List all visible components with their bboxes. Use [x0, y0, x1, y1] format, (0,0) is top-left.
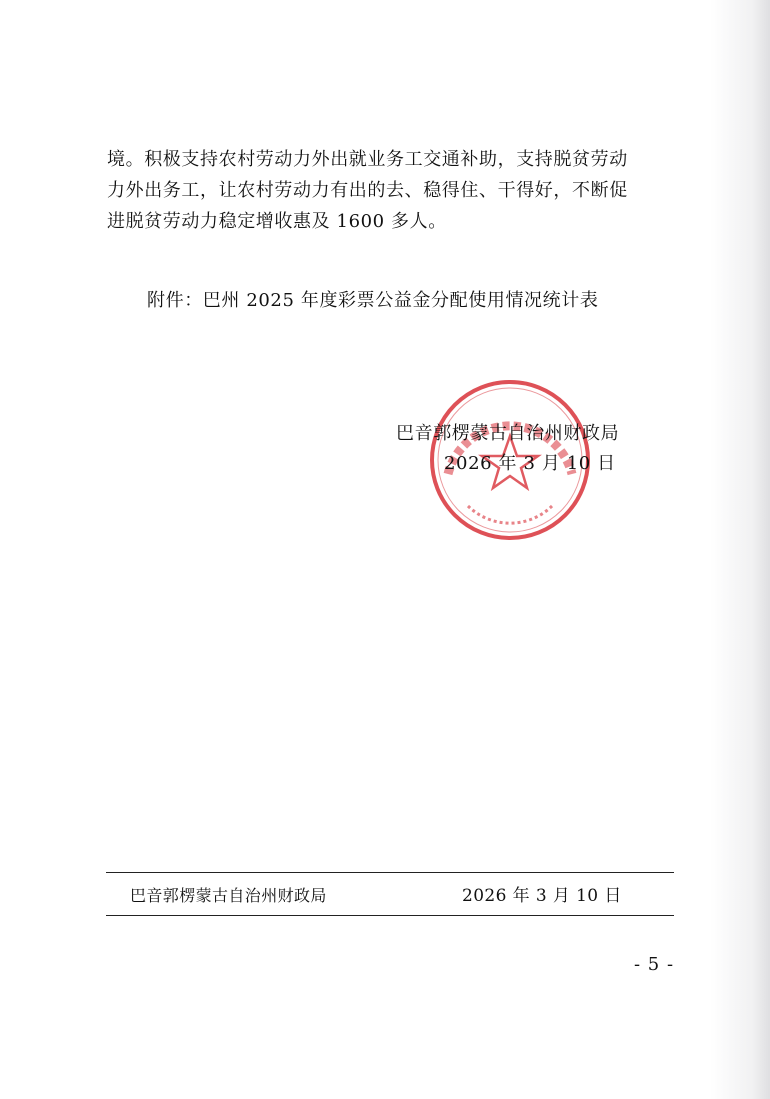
footer-date: 2026 年 3 月 10 日	[462, 886, 622, 906]
attachment-note: 附件：巴州 2025 年度彩票公益金分配使用情况统计表	[147, 290, 599, 311]
body-paragraph	[107, 144, 679, 237]
signature-organization: 巴音郭楞蒙古自治州财政局	[396, 423, 620, 444]
footer-top-rule	[106, 872, 674, 873]
paragraph-line: 境。积极支持农村劳动力外出就业务工交通补助，支持脱贫劳动	[107, 149, 628, 170]
footer-bottom-rule	[106, 915, 674, 916]
page-number: - 5 -	[634, 954, 675, 975]
paragraph-line: 进脱贫劳动力稳定增收惠及 1600 多人。	[107, 211, 447, 232]
scan-edge-shadow	[710, 0, 770, 1099]
signature-date: 2026 年 3 月 10 日	[444, 453, 616, 474]
paragraph-line: 力外出务工，让农村劳动力有出的去、稳得住、干得好，不断促	[107, 180, 628, 201]
footer-organization: 巴音郭楞蒙古自治州财政局	[130, 886, 327, 905]
